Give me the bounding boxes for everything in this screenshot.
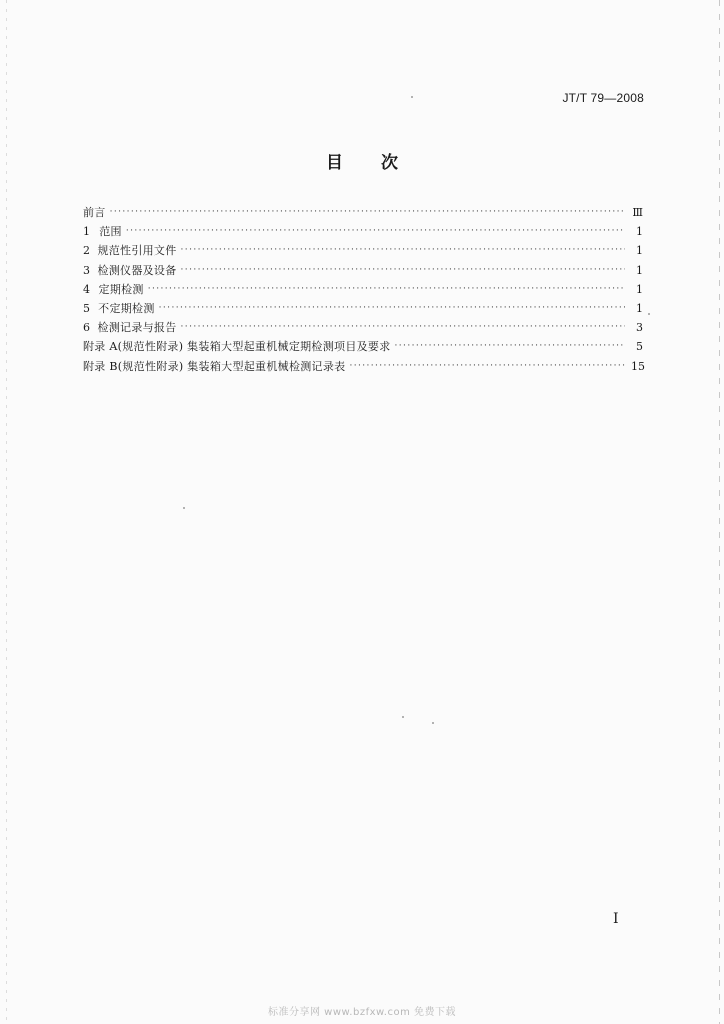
toc-leader-dots bbox=[148, 280, 625, 299]
toc-number: 5 bbox=[83, 301, 90, 315]
toc-page-number: 1 bbox=[636, 282, 643, 296]
toc-page-number: 1 bbox=[636, 225, 643, 239]
toc-page-number: 15 bbox=[631, 359, 645, 373]
toc-entry[interactable] bbox=[83, 280, 643, 299]
toc-label: 检测记录与报告 bbox=[97, 321, 177, 335]
toc-leader-dots bbox=[159, 299, 625, 318]
toc-entry[interactable] bbox=[83, 241, 643, 260]
watermark: 标准分享网 www.bzfxw.com 免费下载 bbox=[268, 1007, 456, 1018]
toc-label: 附录 B(规范性附录) 集装箱大型起重机械检测记录表 bbox=[83, 359, 346, 373]
toc-page-number: 1 bbox=[636, 263, 643, 277]
toc-leader-dots bbox=[126, 222, 625, 241]
title-char: 次 bbox=[381, 153, 398, 173]
toc-label: 定期检测 bbox=[98, 282, 144, 296]
toc-entry[interactable] bbox=[83, 318, 643, 337]
page-title bbox=[0, 148, 724, 173]
table-of-contents bbox=[83, 203, 643, 376]
toc-page-number: 5 bbox=[636, 340, 643, 354]
toc-entry[interactable] bbox=[83, 337, 643, 356]
toc-entry[interactable] bbox=[83, 222, 643, 241]
toc-label: 前言 bbox=[83, 206, 106, 219]
title-char: 目 bbox=[326, 153, 343, 173]
toc-label: 检测仪器及设备 bbox=[97, 263, 177, 277]
toc-label: 附录 A(规范性附录) 集装箱大型起重机械定期检测项目及要求 bbox=[83, 340, 391, 354]
toc-leader-dots bbox=[181, 261, 625, 280]
toc-entry[interactable] bbox=[83, 203, 643, 222]
toc-number: 4 bbox=[83, 282, 90, 296]
toc-page-number: 3 bbox=[636, 321, 643, 335]
toc-leader-dots bbox=[395, 337, 625, 356]
toc-leader-dots bbox=[181, 318, 625, 337]
toc-page-number: Ⅲ bbox=[632, 206, 643, 219]
toc-number: 1 bbox=[83, 225, 90, 239]
toc-page-number: 1 bbox=[636, 301, 643, 315]
toc-label: 范围 bbox=[99, 225, 122, 239]
toc-label: 规范性引用文件 bbox=[97, 244, 177, 258]
toc-leader-dots bbox=[349, 357, 625, 376]
toc-number: 2 bbox=[83, 244, 90, 258]
toc-label: 不定期检测 bbox=[98, 301, 155, 315]
standard-code: JT/T 79—2008 bbox=[562, 91, 644, 105]
scan-speck bbox=[183, 507, 185, 509]
scan-speck bbox=[432, 722, 434, 724]
toc-entry[interactable] bbox=[83, 299, 643, 318]
toc-entry[interactable] bbox=[83, 357, 643, 376]
toc-number: 6 bbox=[83, 321, 90, 335]
toc-number: 3 bbox=[83, 263, 90, 277]
scan-speck bbox=[402, 716, 404, 718]
toc-entry[interactable] bbox=[83, 261, 643, 280]
scan-speck bbox=[648, 313, 650, 315]
scan-speck bbox=[411, 96, 413, 98]
toc-page-number: 1 bbox=[636, 244, 643, 258]
toc-leader-dots bbox=[181, 241, 625, 260]
page-number: I bbox=[613, 911, 619, 927]
toc-leader-dots bbox=[110, 203, 625, 222]
